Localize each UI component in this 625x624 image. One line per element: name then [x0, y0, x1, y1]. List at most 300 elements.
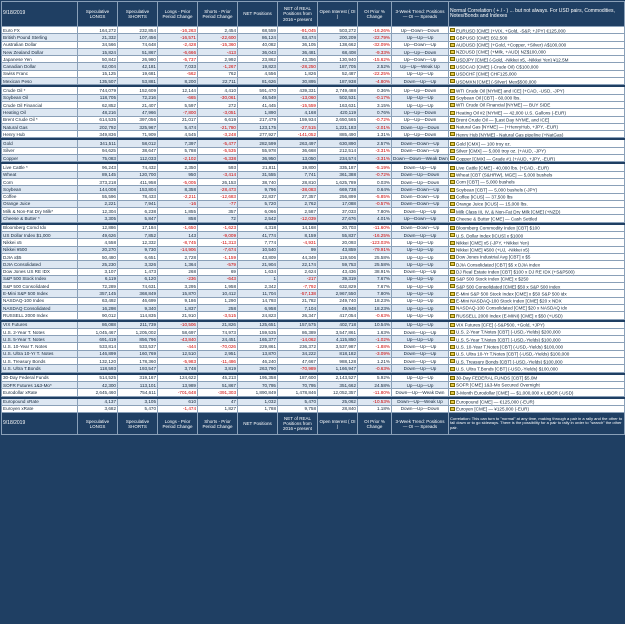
value-cell: 272 [198, 101, 238, 108]
value-cell: 420,119 [318, 109, 358, 116]
value-cell: 349,836 [78, 131, 118, 138]
instrument-name: Nikkei ¥500 [2, 246, 78, 253]
value-cell: 124,622 [158, 374, 198, 381]
table-row[interactable] [2, 140, 625, 147]
value-cell: 361,388 [318, 171, 358, 178]
value-cell: -141,052 [278, 131, 318, 138]
value-cell: -91,045 [278, 27, 318, 34]
value-cell: 187,705 [318, 63, 358, 70]
value-cell: 125,651 [238, 321, 278, 328]
value-cell: 78,433 [118, 193, 158, 200]
column-header: Shorts - Prior Period Change [198, 413, 238, 435]
value-cell: 1 [238, 275, 278, 282]
instrument-name: S&P 500 Consolidated [2, 283, 78, 290]
value-cell: 37,033 [318, 208, 358, 215]
table-row[interactable] [2, 312, 625, 319]
contract-icon [450, 337, 455, 341]
description-cell [449, 186, 625, 193]
value-cell: 8,159 [278, 232, 318, 239]
table-row[interactable] [2, 328, 625, 335]
trend-cell: Up—Up—Down [392, 48, 449, 55]
value-cell: -3.31% [358, 147, 392, 154]
instrument-name: E-Mini S&P 500 Index [2, 290, 78, 297]
contract-description: Wheat [CBT (S&HRW), MGE] — 5,000 bushels [456, 172, 553, 178]
column-header: Longs - Prior Period Change [158, 413, 198, 435]
value-cell: 6,066 [238, 208, 278, 215]
value-cell: 277,927 [238, 131, 278, 138]
table-row[interactable] [2, 358, 625, 365]
table-row[interactable] [2, 350, 625, 357]
table-row[interactable] [2, 239, 625, 246]
table-row[interactable] [2, 27, 625, 34]
trend-cell: Up—Up—Up [392, 374, 449, 381]
table-row[interactable] [2, 109, 625, 116]
value-cell: -562 [158, 70, 198, 77]
instrument-name: NASDAQ Consolidated [2, 304, 78, 311]
description-cell [449, 246, 625, 253]
trend-cell: Up—Up—Up [392, 101, 449, 108]
value-cell: 373,218 [78, 178, 118, 185]
value-cell: 7.80% [358, 208, 392, 215]
trend-cell: Down—Down—Up [392, 200, 449, 207]
value-cell: 10,540 [238, 246, 278, 253]
description-cell [449, 200, 625, 207]
contract-icon [450, 79, 455, 83]
value-cell: -15,360 [198, 41, 238, 48]
trend-cell: Up—Up—Down [392, 116, 449, 123]
contract-description: Silver [CMX] — 5,000 troy oz. (+AUD, -JPY) [456, 148, 546, 154]
description-cell [449, 41, 625, 48]
instrument-name: Copper [2, 155, 78, 162]
value-cell: 22,837 [238, 193, 278, 200]
value-cell: 8,358 [158, 186, 198, 193]
table-row[interactable] [2, 41, 625, 48]
contract-icon [450, 284, 455, 288]
contract-description: Natural Gas [NYME] — (+HenryHub, +JPY, -EUR) [456, 124, 559, 130]
value-cell: 9,186 [158, 297, 198, 304]
description-cell [449, 304, 625, 311]
value-cell: 48,216 [78, 109, 118, 116]
table-row[interactable] [2, 78, 625, 85]
value-cell: 1,890 [238, 109, 278, 116]
value-cell: 282,599 [238, 140, 278, 147]
value-cell: 1,788 [238, 405, 278, 412]
table-row[interactable] [2, 131, 625, 138]
column-header: 3-Week Trend: Positions — OI — Spreads [392, 413, 449, 435]
contract-icon [450, 367, 455, 371]
value-cell: 258 [198, 304, 238, 311]
value-cell: 6,238 [118, 208, 158, 215]
table-row[interactable] [2, 200, 625, 207]
contract-icon [450, 345, 455, 349]
value-cell: 52,487 [318, 70, 358, 77]
contract-icon [450, 292, 455, 296]
value-cell: 58,697 [158, 328, 198, 335]
value-cell: -38,083 [278, 186, 318, 193]
table-row[interactable] [2, 48, 625, 55]
value-cell: 335,187 [318, 164, 358, 171]
instrument-name: Brent Crude Oil * [2, 116, 78, 123]
value-cell: 1.18% [358, 405, 392, 412]
value-cell: 2,624 [278, 268, 318, 275]
table-row[interactable] [2, 56, 625, 63]
value-cell: -5,005 [158, 178, 198, 185]
trend-cell: Down—Down—Weak Dwn [393, 155, 448, 161]
contract-description: Dow Jones Industrial Avg [CBT] x $5 [456, 254, 531, 260]
table-row[interactable] [2, 101, 625, 108]
value-cell: 1,855 [158, 208, 198, 215]
description-cell [449, 224, 625, 231]
value-cell: 55,837 [318, 232, 358, 239]
value-cell: 0.36% [358, 87, 392, 94]
trend-cell: Up—Down—Up [392, 41, 449, 48]
value-cell: 754,611 [118, 389, 158, 396]
instrument-name: Live Cattle * [2, 164, 78, 171]
value-cell: 2,650,565 [318, 116, 358, 123]
value-cell: 856,796 [118, 336, 158, 343]
contract-icon [450, 359, 455, 363]
value-cell: -28,250 [278, 63, 318, 70]
value-cell: 6,651 [118, 253, 158, 260]
trend-cell: Down—Up—Up [392, 164, 449, 171]
value-cell: 27,357 [278, 193, 318, 200]
value-cell: 3,537,987 [318, 343, 358, 350]
table-row[interactable] [2, 365, 625, 372]
value-cell: 1,827 [198, 405, 238, 412]
value-cell: 9,730 [118, 246, 158, 253]
value-cell: -0.72% [358, 171, 392, 178]
value-cell: 2,951 [198, 350, 238, 357]
instrument-name: British Pound Sterling [2, 34, 78, 41]
value-cell: -579 [198, 261, 238, 268]
contract-description: Corn [CBT] — 5,000 bushels [456, 179, 515, 185]
value-cell: -11,486 [198, 358, 238, 365]
table-row[interactable] [2, 87, 625, 94]
value-cell: -217 [278, 275, 318, 282]
value-cell: 43,809 [238, 253, 278, 260]
contract-icon [450, 202, 455, 206]
contract-description: DJ Real Estate Index [CBT] $100 x DJ RE IDX (+S&P500) [456, 269, 575, 275]
value-cell: -27,515 [278, 123, 318, 130]
value-cell: 70,795 [238, 381, 278, 388]
contract-icon [450, 209, 455, 213]
value-cell: 50,842 [78, 56, 118, 63]
instrument-name: Gold [2, 140, 78, 147]
value-cell: 43,436 [318, 268, 358, 275]
table-row[interactable] [2, 116, 625, 123]
instrument-name: Soybean Oil [2, 94, 78, 101]
instrument-name: New Zealand Dollar [2, 48, 78, 55]
value-cell: 439,331 [278, 87, 318, 94]
column-header: Longs - Prior Period Change [158, 2, 198, 27]
value-cell: 138,662 [318, 41, 358, 48]
table-row[interactable] [2, 164, 625, 171]
value-cell: 5,470 [118, 405, 158, 412]
value-cell: -11,313 [198, 239, 238, 246]
contract-icon [450, 400, 455, 404]
value-cell: -16,571 [158, 34, 198, 41]
value-cell: 34,566 [78, 41, 118, 48]
table-row[interactable] [2, 297, 625, 304]
value-cell: 249,740 [318, 297, 358, 304]
table-row[interactable] [2, 224, 625, 231]
value-cell: -14,906 [158, 246, 198, 253]
value-cell: -21,780 [198, 123, 238, 130]
trend-cell: Down—Down—Up [392, 186, 449, 193]
instrument-name: VIX Futures [2, 321, 78, 328]
value-cell: -8,745 [158, 239, 198, 246]
value-cell: -22.25% [358, 70, 392, 77]
contract-icon [450, 43, 455, 47]
column-header: NET of REAL Positions from 2016 • present [278, 413, 318, 435]
value-cell: 2,762 [278, 200, 318, 207]
instrument-name: Coffee [2, 193, 78, 200]
notes-header: Normal Correlation ( + / - ) ... but not always. For USD pairs, Commodities, Notes/Bonds and Indexes [449, 2, 625, 27]
table-row[interactable] [2, 405, 625, 412]
value-cell: 18.23% [358, 297, 392, 304]
contract-icon [450, 156, 455, 160]
value-cell: 858 [158, 215, 198, 222]
table-row[interactable] [2, 215, 625, 222]
value-cell: -665 [158, 94, 198, 101]
table-row[interactable] [2, 268, 625, 275]
value-cell: 6,619 [198, 116, 238, 123]
table-row[interactable] [2, 70, 625, 77]
value-cell: 15,870 [158, 290, 198, 297]
value-cell: 94,625 [78, 147, 118, 154]
table-row[interactable] [2, 304, 625, 311]
contract-description: 3-Month Eurodollar [CME] — $1,000,000 x LIBOR (-USD) [456, 390, 574, 396]
value-cell: 368,849 [118, 290, 158, 297]
table-row[interactable] [2, 123, 625, 130]
value-cell: -16.25% [358, 232, 392, 239]
description-cell [449, 147, 625, 154]
value-cell: -16.26% [358, 27, 392, 34]
value-cell: 74,631 [118, 283, 158, 290]
trend-cell: Down—Up—Up [392, 268, 449, 275]
value-cell: 25.58% [358, 253, 392, 260]
value-cell: 503,272 [318, 27, 358, 34]
contract-description: Nikkei [CME] x5 (-JPY, +Nikkei Yen) [456, 240, 530, 246]
value-cell: 3,107 [78, 268, 118, 275]
value-cell: 14,793 [238, 297, 278, 304]
value-cell: -0.63% [358, 365, 392, 372]
value-cell: 120,700 [118, 171, 158, 178]
contract-icon [450, 180, 455, 184]
table-row[interactable] [2, 178, 625, 185]
value-cell: 41,445 [238, 101, 278, 108]
value-cell: 7,397 [158, 140, 198, 147]
value-cell: 1,205,002 [118, 328, 158, 335]
value-cell: 47 [198, 398, 238, 405]
value-cell: 762 [198, 70, 238, 77]
value-cell: 3,305 [78, 215, 118, 222]
value-cell: 5,720 [238, 200, 278, 207]
table-row[interactable] [2, 283, 625, 290]
value-cell: 988,128 [318, 358, 358, 365]
table-row[interactable] [2, 186, 625, 193]
value-cell: 58,012 [118, 140, 158, 147]
value-cell: -10.53% [358, 398, 392, 405]
value-cell: 19,823 [238, 63, 278, 70]
table-row[interactable] [2, 389, 625, 396]
trend-cell: Up—Up—Up [392, 70, 449, 77]
value-cell: 5,847 [118, 215, 158, 222]
description-cell [449, 358, 625, 365]
value-cell: 21,017 [158, 116, 198, 123]
value-cell: -77 [198, 200, 238, 207]
contract-description: U.S. 5-Year T.Notes [CBT] (-USD,-Yields) $100,000 [456, 336, 561, 342]
table-row[interactable] [2, 171, 625, 178]
value-cell: 0.64% [358, 186, 392, 193]
table-row[interactable] [2, 261, 625, 268]
value-cell: 12,510 [158, 350, 198, 357]
table-row[interactable] [2, 147, 625, 154]
trend-cell: Down—Down—Up [392, 193, 449, 200]
value-cell: 20,093 [318, 239, 358, 246]
table-row[interactable] [2, 275, 625, 282]
value-cell: 130,940 [318, 56, 358, 63]
value-cell: 25,062 [318, 398, 358, 405]
contract-description: U.S. Ultra 10-Yr T.Notes [CBT] (-USD,-Yields) $100,000 [456, 351, 570, 357]
instrument-name: Mexican Peso [2, 78, 78, 85]
table-row[interactable] [2, 155, 625, 162]
instrument-name: 30-Day Federal Funds [2, 374, 78, 381]
trend-cell: Up—Up—Up [392, 321, 449, 328]
trend-cell: Up—Up—Up [392, 336, 449, 343]
value-cell: 24,451 [198, 336, 238, 343]
value-cell: 17,184 [118, 224, 158, 231]
value-cell: 630,890 [318, 140, 358, 147]
contract-icon [450, 188, 455, 192]
description-cell [449, 374, 625, 381]
value-cell: 2,542 [238, 215, 278, 222]
contract-description: U.S. Dollar Index [ICUS] x $1000 [456, 232, 524, 238]
value-cell: 71,909 [118, 131, 158, 138]
contract-icon [450, 262, 455, 266]
value-cell: 159,934 [278, 116, 318, 123]
value-cell: 152,609 [118, 87, 158, 94]
value-cell: 63,474 [278, 34, 318, 41]
trend-cell: Up—Up—Up [392, 304, 449, 311]
contract-description: WTI Crude Oil Financial [NYME] — BUY SIDE [456, 102, 551, 108]
value-cell: 50,480 [78, 253, 118, 260]
table-row[interactable] [2, 34, 625, 41]
value-cell: 26,153 [198, 178, 238, 185]
contract-description: U.S. 10-Year T.Notes [CBT] (-USD,-Yields) $100,000 [456, 344, 564, 350]
value-cell: 7.67% [358, 275, 392, 282]
value-cell: 86,389 [278, 328, 318, 335]
instrument-name: Japanese Yen [2, 56, 78, 63]
value-cell: 36,043 [238, 48, 278, 55]
value-cell: 46,240 [238, 358, 278, 365]
table-row[interactable] [2, 232, 625, 239]
instrument-name: Cheese & Butter * [2, 215, 78, 222]
table-row[interactable] [2, 253, 625, 260]
value-cell: 533,814 [78, 343, 118, 350]
value-cell: -4.80% [358, 78, 392, 85]
table-row[interactable] [2, 321, 625, 328]
table-row[interactable] [2, 374, 625, 381]
instrument-name: U.S. Treasury Bonds [2, 358, 78, 365]
value-cell: -3,414 [198, 171, 238, 178]
value-cell: -16 [158, 200, 198, 207]
value-cell: 7,774 [238, 239, 278, 246]
value-cell: 11,704 [238, 290, 278, 297]
value-cell: 17,088 [318, 200, 358, 207]
instrument-name: NASDAQ-100 Index [2, 297, 78, 304]
trend-cell: Down—Up—Down [392, 405, 449, 412]
table-row[interactable] [2, 63, 625, 70]
table-row[interactable] [2, 246, 625, 253]
contract-description: E-Mini NASDAQ-100 Stock Index [CME] $20 x NDX [456, 298, 562, 304]
contract-icon [450, 277, 455, 281]
contract-description: Europound [CME] — €125,000 (-EUR) [456, 399, 535, 405]
value-cell: -0.63% [358, 312, 392, 319]
instrument-name: Australian Dollar [2, 41, 78, 48]
contract-icon [450, 36, 455, 40]
header-row [2, 2, 625, 27]
table-row[interactable] [2, 208, 625, 215]
value-cell: -15.62% [358, 56, 392, 63]
trend-cell: Up—Up—Up [392, 312, 449, 319]
value-cell: 47,966 [118, 109, 158, 116]
value-cell: 2,342 [238, 283, 278, 290]
contract-icon [450, 89, 455, 93]
table-row[interactable] [2, 398, 625, 405]
value-cell: 132,120 [78, 358, 118, 365]
value-cell: 263,497 [278, 140, 318, 147]
trend-cell: Down—Up—Up [392, 232, 449, 239]
table-row[interactable] [2, 381, 625, 388]
contract-description: Heating Oil #2 [NYME] — 42,000 U.S. Gallons (-EUR) [456, 110, 567, 116]
contract-description: 30-Day FEDERAL FUNDS [CBT] $5.0M [456, 375, 538, 381]
value-cell: 20,703 [318, 224, 358, 231]
trend-cell: Down—Up—Up [392, 328, 449, 335]
column-header: Speculative SHORTS [118, 413, 158, 435]
value-cell: 55,596 [78, 193, 118, 200]
value-cell: 341,511 [78, 140, 118, 147]
trend-cell: Down—Up—Down [392, 171, 449, 178]
table-row[interactable] [2, 290, 625, 297]
table-row[interactable] [2, 94, 625, 101]
column-header: Shorts - Prior Period Change [198, 2, 238, 27]
value-cell: 21,904 [238, 261, 278, 268]
value-cell: 42,300 [78, 381, 118, 388]
value-cell: 21,782 [278, 297, 318, 304]
value-cell: 19,681 [118, 70, 158, 77]
value-cell: 38,647 [118, 147, 158, 154]
description-cell [449, 312, 625, 319]
table-row[interactable] [2, 193, 625, 200]
description-cell [449, 253, 625, 260]
value-cell: 1,478,846 [278, 389, 318, 396]
value-cell: 26,980 [118, 56, 158, 63]
trend-cell: Up—Up—Up [392, 253, 449, 260]
table-row[interactable] [2, 343, 625, 350]
value-cell: 402,718 [318, 321, 358, 328]
value-cell: 75,083 [78, 155, 118, 162]
value-cell: 4,115,850 [318, 336, 358, 343]
value-cell: 2.52% [358, 63, 392, 70]
value-cell: 397,056 [118, 116, 158, 123]
value-cell: 31,555 [238, 171, 278, 178]
table-row[interactable] [2, 336, 625, 343]
value-cell: 43,859 [318, 246, 358, 253]
value-cell: 1,473 [118, 268, 158, 275]
trend-cell: Up—Up—Up [392, 34, 449, 41]
value-cell: 533,537 [118, 343, 158, 350]
